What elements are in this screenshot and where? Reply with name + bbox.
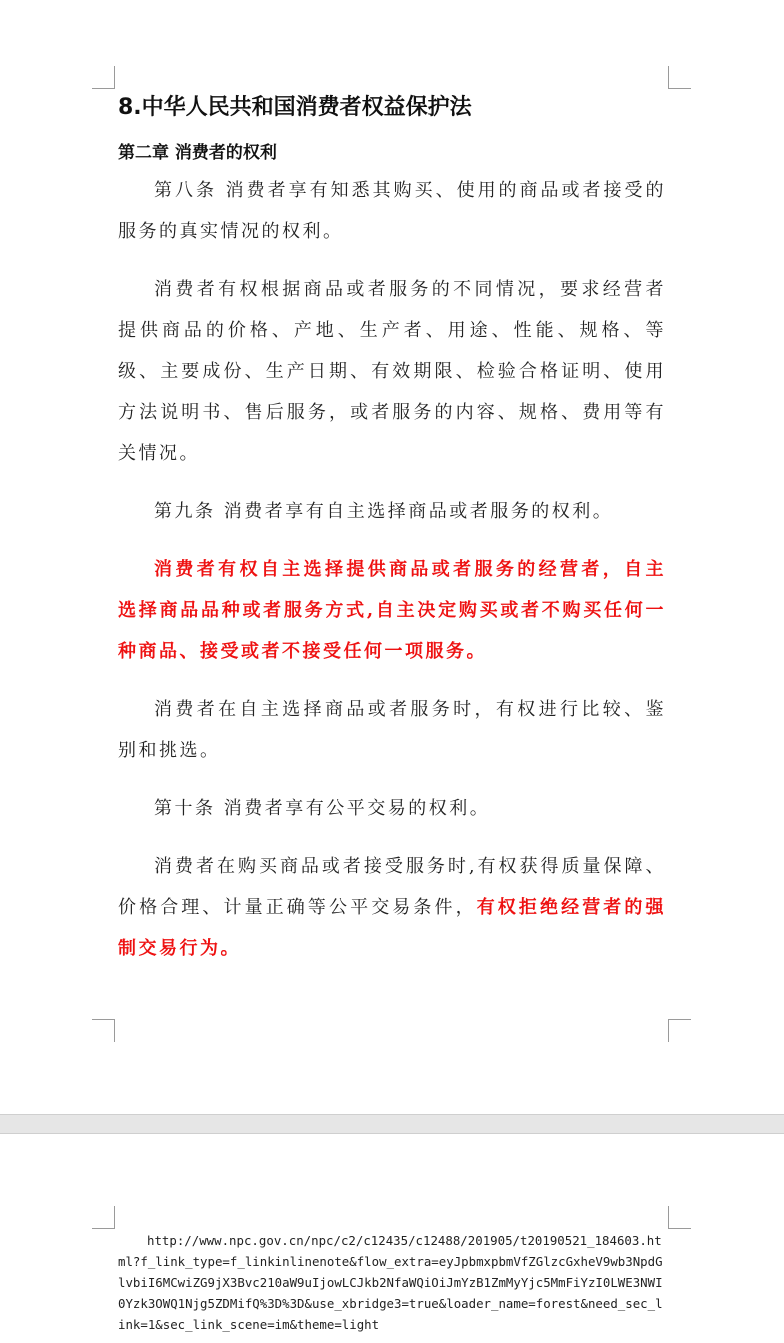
paragraph-article-10: 第十条 消费者享有公平交易的权利。 xyxy=(154,798,491,819)
document-body[interactable] xyxy=(118,90,666,986)
paragraph-article-10-highlight-text: 有权拒绝经营者的强制交易行为。 xyxy=(118,897,667,959)
margin-mark-bottom-right xyxy=(668,1019,691,1042)
page2-margin-mark-top-right xyxy=(668,1206,691,1229)
margin-mark-top-right xyxy=(668,66,691,89)
page-separator xyxy=(0,1114,784,1134)
document-title: 8.中华人民共和国消费者权益保护法 xyxy=(118,95,472,120)
paragraph-article-9-detail: 消费者在自主选择商品或者服务时，有权进行比较、鉴别和挑选。 xyxy=(118,699,666,761)
chapter-heading: 第二章 消费者的权利 xyxy=(118,143,277,163)
paragraph-article-10-detail xyxy=(118,846,666,969)
paragraph-article-10-normal-text: 消费者在购买商品或者接受服务时,有权获得质量保障、价格合理、计量正确等公平交易条件， xyxy=(118,856,666,918)
footnote-url[interactable]: http://www.npc.gov.cn/npc/c2/c12435/c12488/201905/t20190521_184603.html?f_link_type=f_linkinlinenote&flow_extra=eyJpbmxpbmVfZGlzcGxheV9wb3NpdGlvbiI6MCwiZG9jX3Bvc210aW9uIjowLCJkb2NfaWQiOiJmYzB1ZmMyYjc5MmFiYzI0LWE3NWI0Yzk3OWQ1Njg5ZDMifQ%3D%3D&use_xbridge3=true&loader_name=forest&need_sec_link=1&sec_link_scene=im&theme=light xyxy=(118,1233,663,1332)
page2-margin-mark-top-left xyxy=(92,1206,115,1229)
margin-mark-bottom-left xyxy=(92,1019,115,1042)
margin-mark-top-left xyxy=(92,66,115,89)
paragraph-article-8: 第八条 消费者享有知悉其购买、使用的商品或者接受的服务的真实情况的权利。 xyxy=(118,180,666,242)
paragraph-article-8-detail: 消费者有权根据商品或者服务的不同情况，要求经营者提供商品的价格、产地、生产者、用途、性能、规格、等级、主要成份、生产日期、有效期限、检验合格证明、使用方法说明书、售后服务，或者服务的内容、规格、费用等有关情况。 xyxy=(118,279,666,464)
paragraph-article-9: 第九条 消费者享有自主选择商品或者服务的权利。 xyxy=(154,501,614,522)
paragraph-article-9-highlight: 消费者有权自主选择提供商品或者服务的经营者，自主选择商品品种或者服务方式,自主决定购买或者不购买任何一种商品、接受或者不接受任何一项服务。 xyxy=(118,559,666,662)
